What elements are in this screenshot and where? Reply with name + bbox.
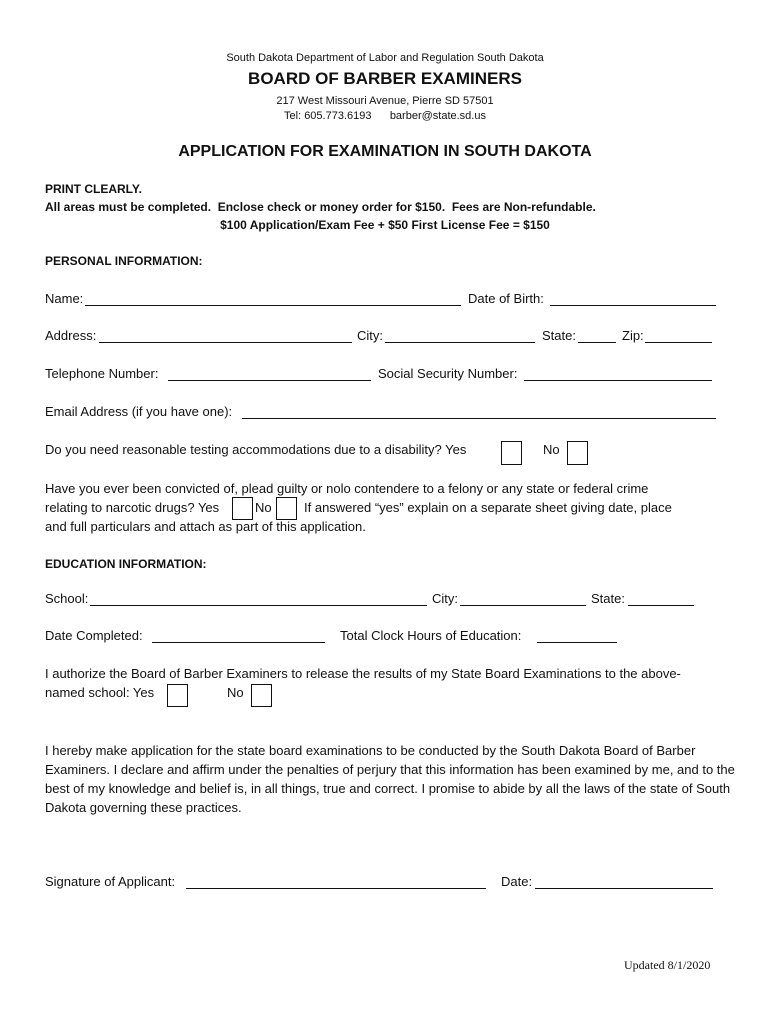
fee-note: $100 Application/Exam Fee + $50 First License Fee = $150	[220, 218, 550, 232]
phone-label: Telephone Number:	[45, 366, 159, 381]
signature-field[interactable]	[186, 888, 486, 889]
zip-field[interactable]	[645, 342, 712, 343]
state-field[interactable]	[578, 342, 616, 343]
phone-field[interactable]	[168, 380, 371, 381]
ssn-field[interactable]	[524, 380, 712, 381]
conviction-question-line2: relating to narcotic drugs? Yes	[45, 500, 220, 515]
conviction-yes-checkbox[interactable]	[232, 497, 253, 520]
authorize-no-label: No	[227, 685, 244, 700]
accommodations-question: Do you need reasonable testing accommodations due to a disability? Yes	[45, 442, 467, 457]
date-completed-label: Date Completed:	[45, 628, 143, 643]
school-city-label: City:	[432, 591, 458, 606]
state-label: State:	[542, 328, 576, 343]
school-state-label: State:	[591, 591, 625, 606]
authorize-yes-checkbox[interactable]	[167, 684, 188, 707]
address-label: Address:	[45, 328, 97, 343]
conviction-no-label: No	[255, 500, 272, 515]
clock-hours-label: Total Clock Hours of Education:	[340, 628, 522, 643]
completion-note: All areas must be completed. Enclose check or money order for $150. Fees are Non-refundable.	[45, 200, 596, 214]
school-field[interactable]	[90, 605, 427, 606]
board-contact: Tel: 605.773.6193 barber@state.sd.us	[284, 110, 486, 122]
school-city-field[interactable]	[460, 605, 586, 606]
education-info-heading: EDUCATION INFORMATION:	[45, 557, 207, 571]
school-state-field[interactable]	[628, 605, 694, 606]
accommodations-no-checkbox[interactable]	[567, 441, 588, 465]
zip-label: Zip:	[622, 328, 644, 343]
signature-date-field[interactable]	[535, 888, 713, 889]
authorize-line2: named school: Yes	[45, 685, 155, 700]
dob-label: Date of Birth:	[468, 291, 544, 306]
agency-name: South Dakota Department of Labor and Regulation South Dakota	[226, 52, 544, 64]
email-label: Email Address (if you have one):	[45, 404, 233, 419]
declaration-text: I hereby make application for the state board examinations to be conducted by the South Dakota Board of Barber Examiners. I declare and affirm under the penalties of perjury that this information has been examined by me, and to the best of my knowledge and belief is, in all things, true and correct. I promise to abide by all the laws of the state of South Dakota governing these practices.	[45, 743, 735, 815]
conviction-question-line3: and full particulars and attach as part of this application.	[45, 519, 366, 534]
conviction-question-line1: Have you ever been convicted of, plead guilty or nolo contendere to a felony or any state or federal crime	[45, 481, 649, 496]
address-field[interactable]	[99, 342, 352, 343]
conviction-explain-note: If answered “yes” explain on a separate sheet giving date, place	[304, 500, 672, 515]
signature-label: Signature of Applicant:	[45, 874, 176, 889]
updated-date: Updated 8/1/2020	[624, 958, 711, 972]
board-address: 217 West Missouri Avenue, Pierre SD 57501	[276, 95, 494, 107]
authorize-no-checkbox[interactable]	[251, 684, 272, 707]
print-clearly-note: PRINT CLEARLY.	[45, 182, 142, 196]
ssn-label: Social Security Number:	[378, 366, 518, 381]
board-name: BOARD OF BARBER EXAMINERS	[248, 69, 522, 88]
name-label: Name:	[45, 291, 84, 306]
accommodations-no-label: No	[543, 442, 560, 457]
email-field[interactable]	[242, 418, 716, 419]
authorize-line1: I authorize the Board of Barber Examiners to release the results of my State Board Examinations to the above-	[45, 666, 681, 681]
page-title: APPLICATION FOR EXAMINATION IN SOUTH DAKOTA	[178, 143, 592, 160]
school-label: School:	[45, 591, 89, 606]
city-label: City:	[357, 328, 383, 343]
city-field[interactable]	[385, 342, 535, 343]
date-completed-field[interactable]	[152, 642, 325, 643]
name-field[interactable]	[85, 305, 461, 306]
signature-date-label: Date:	[501, 874, 533, 889]
clock-hours-field[interactable]	[537, 642, 617, 643]
conviction-no-checkbox[interactable]	[276, 497, 297, 520]
personal-info-heading: PERSONAL INFORMATION:	[45, 254, 203, 268]
dob-field[interactable]	[550, 305, 716, 306]
accommodations-yes-checkbox[interactable]	[501, 441, 522, 465]
